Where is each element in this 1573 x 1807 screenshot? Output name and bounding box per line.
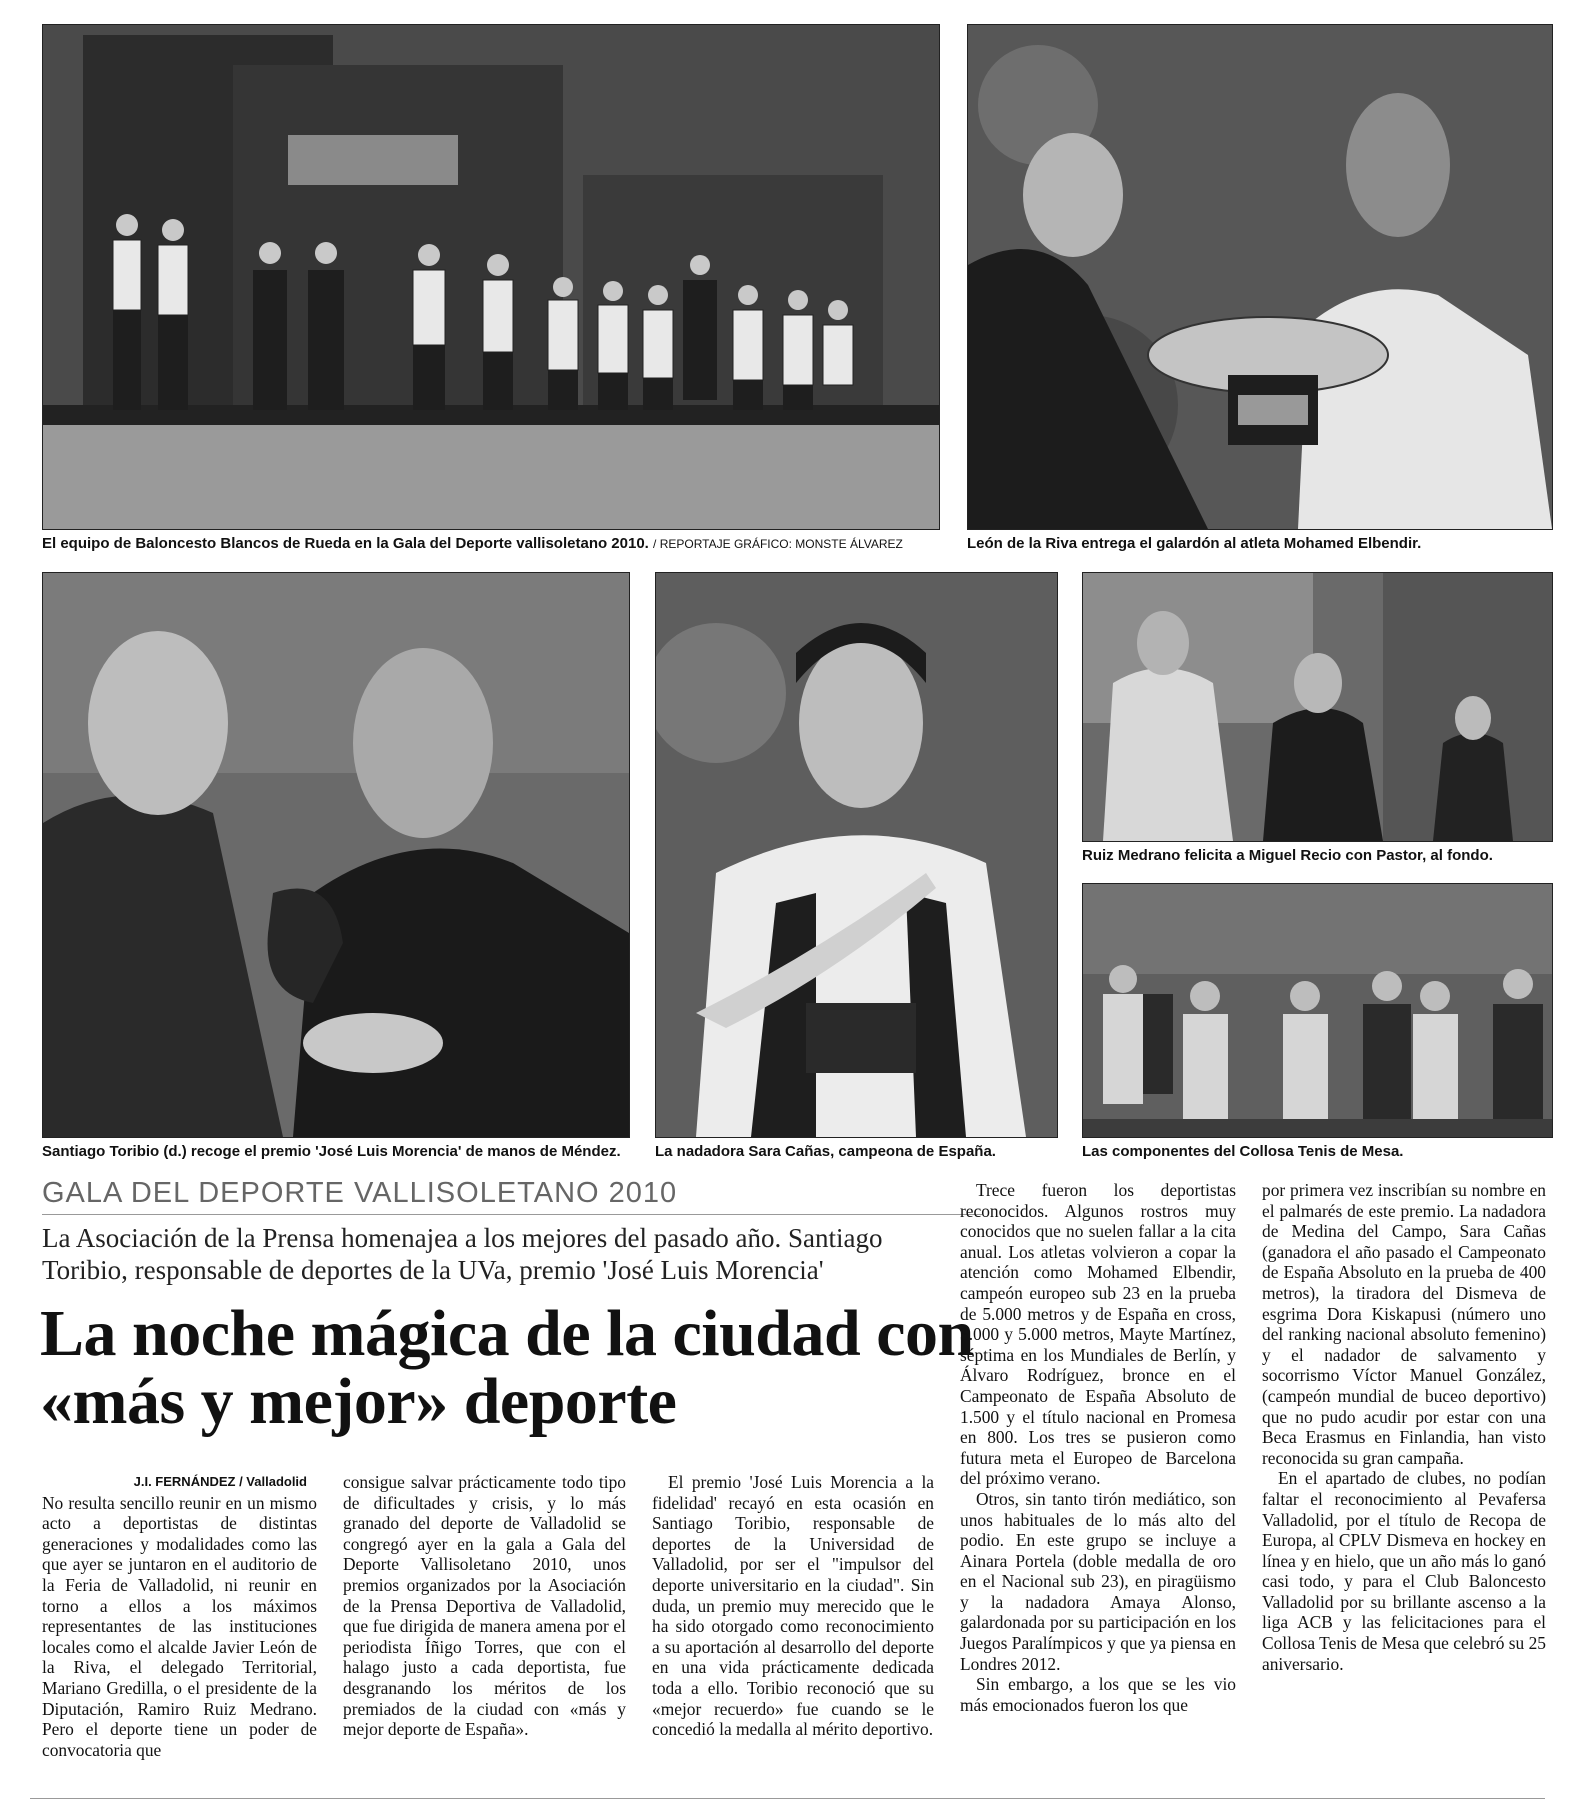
team-photo-scene — [43, 25, 939, 529]
page-bottom-rule — [30, 1798, 1545, 1799]
caption-team-text: El equipo de Baloncesto Blancos de Rueda en la Gala del Deporte vallisoletano 2010. — [42, 535, 649, 552]
article-kicker: GALA DEL DEPORTE VALLISOLETANO 2010 — [42, 1177, 678, 1209]
article-column-1 — [42, 1472, 317, 1760]
caption-team-photo — [42, 535, 903, 552]
column-5-paragraph-2: En el apartado de clubes, no podían faltar el reconocimiento al Pevafersa Valladolid, por el título de Recopa de Europa, al CPLV Dismeva en hockey en línea y en hielo, que un año más lo ganó casi todo, y para el Club Baloncesto Valladolid por su brillante ascenso a la liga ACB y las felicitaciones para el Collosa Tenis de Mesa que celebró su 25 aniversario. — [1262, 1468, 1546, 1674]
caption-elbendir-photo: León de la Riva entrega el galardón al atleta Mohamed Elbendir. — [967, 535, 1422, 552]
article-column-3 — [652, 1472, 934, 1740]
article-byline: J.I. FERNÁNDEZ / Valladolid — [133, 1474, 307, 1489]
recio-photo-scene — [1083, 573, 1552, 841]
photo-elbendir-award — [967, 24, 1553, 530]
column-2-text: consigue salvar prácticamente todo tipo de dificultades y crisis, y lo más granado del deporte de Valladolid se congregó ayer en la gala a Gala del Deporte Vallisoletano 2010, unos premios organizados por la Asociación de la Prensa Deportiva de Valladolid, que fue dirigida de manera amena por el periodista Íñigo Torres, que con el halago justo a cada deportista, fue desgranando los méritos de los premiados de la ciudad con «más y mejor deporte de España». — [343, 1472, 626, 1740]
photo-collosa-team — [1082, 883, 1553, 1138]
caption-canas-photo: La nadadora Sara Cañas, campeona de España. — [655, 1143, 996, 1160]
photo-recio-award — [1082, 572, 1553, 842]
column-4-paragraph-1: Trece fueron los deportistas reconocidos. Algunos rostros muy conocidos que no suelen fallar a la cita anual. Los atletas volvieron a copar la atención como Mohamed Elbendir, campeón europeo sub 23 en la prueba de 5.000 metros y de España en cross, 3.000 y 5.000 metros, Mayte Martínez, séptima en los Mundiales de Berlín, y Álvaro Rodríguez, bronce en el Campeonato de España Absoluto de 1.500 y el título nacional en Promesa en 800. Los tres se pusieron como futura meta el Europeo de Barcelona del próximo verano. — [960, 1180, 1236, 1489]
article-column-4 — [960, 1180, 1236, 1715]
photo-toribio-award — [42, 572, 630, 1138]
canas-photo-scene — [656, 573, 1057, 1137]
article-subhead: La Asociación de la Prensa homenajea a los mejores del pasado año. Santiago Toribio, responsable de deportes de la UVa, premio 'José Luis Morencia' — [42, 1223, 883, 1285]
caption-toribio-photo: Santiago Toribio (d.) recoge el premio 'José Luis Morencia' de manos de Méndez. — [42, 1143, 621, 1160]
kicker-divider — [42, 1214, 982, 1215]
collosa-photo-scene — [1083, 884, 1552, 1137]
photo-sara-canas — [655, 572, 1058, 1138]
column-1-text: No resulta sencillo reunir en un mismo acto a deportistas de distintas generaciones y modalidades como las que ayer se juntaron en el auditorio de la Feria de Valladolid, ni reunir en torno a ellos a los máximos representantes de las instituciones locales como el alcalde Javier León de la Riva, el delegado Territorial, Mariano Gredilla, o el presidente de la Diputación, Ramiro Ruiz Medrano. Pero el deporte tiene un poder de convocatoria que — [42, 1492, 317, 1760]
column-5-paragraph-1: por primera vez inscribían su nombre en el palmarés de este premio. La nadadora de Medina del Campo, Sara Cañas (ganadora el año pasado el Campeonato de España Absoluto en la prueba de 400 metros), la tiradora del Dismeva de esgrima Dora Kiskapusi (número uno del ranking nacional absoluto femenino) y el nadador de salvamento y socorrismo Víctor Manuel González, (campeón mundial de buceo deportivo) que no pudo acudir por estar con una Beca Erasmus en Finlandia, han visto reconocida su gran campaña. — [1262, 1180, 1546, 1468]
photo-team-blancos-de-rueda — [42, 24, 940, 530]
caption-recio-photo: Ruiz Medrano felicita a Miguel Recio con Pastor, al fondo. — [1082, 847, 1493, 864]
column-3-text: El premio 'José Luis Morencia a la fidelidad' recayó en esta ocasión en Santiago Toribio, responsable de deportes de la Universidad de Valladolid, por ser el "impulsor del deporte universitario en la ciudad". Sin duda, un premio muy merecido que le ha sido otorgado como reconocimiento a su aportación al desarrollo del deporte en una vida prácticamente dedicada toda a ello. Toribio reconoció que su «mejor recuerdo» fue cuando se le concedió la medalla al mérito deportivo. — [652, 1472, 934, 1740]
toribio-photo-scene — [43, 573, 629, 1137]
column-4-paragraph-2: Otros, sin tanto tirón mediático, son unos habituales de lo más alto del podio. En este grupo se incluye a Ainara Portela (doble medalla de oro en el Nacional sub 23), en piragüismo y la nadadora Amaya Alonso, galardonada por su participación en los Juegos Paralímpicos y que ya piensa en Londres 2012. — [960, 1488, 1236, 1674]
caption-collosa-photo: Las componentes del Collosa Tenis de Mesa. — [1082, 1143, 1404, 1160]
column-4-paragraph-3: Sin embargo, a los que se les vio más emocionados fueron los que — [960, 1674, 1236, 1715]
article-headline: La noche mágica de la ciudad con «más y mejor» deporte — [40, 1297, 974, 1438]
article-column-5 — [1262, 1180, 1546, 1674]
article-column-2 — [343, 1472, 626, 1740]
photo-credit: / REPORTAJE GRÁFICO: MONSTE ÁLVAREZ — [653, 537, 903, 551]
elbendir-photo-scene — [968, 25, 1552, 529]
